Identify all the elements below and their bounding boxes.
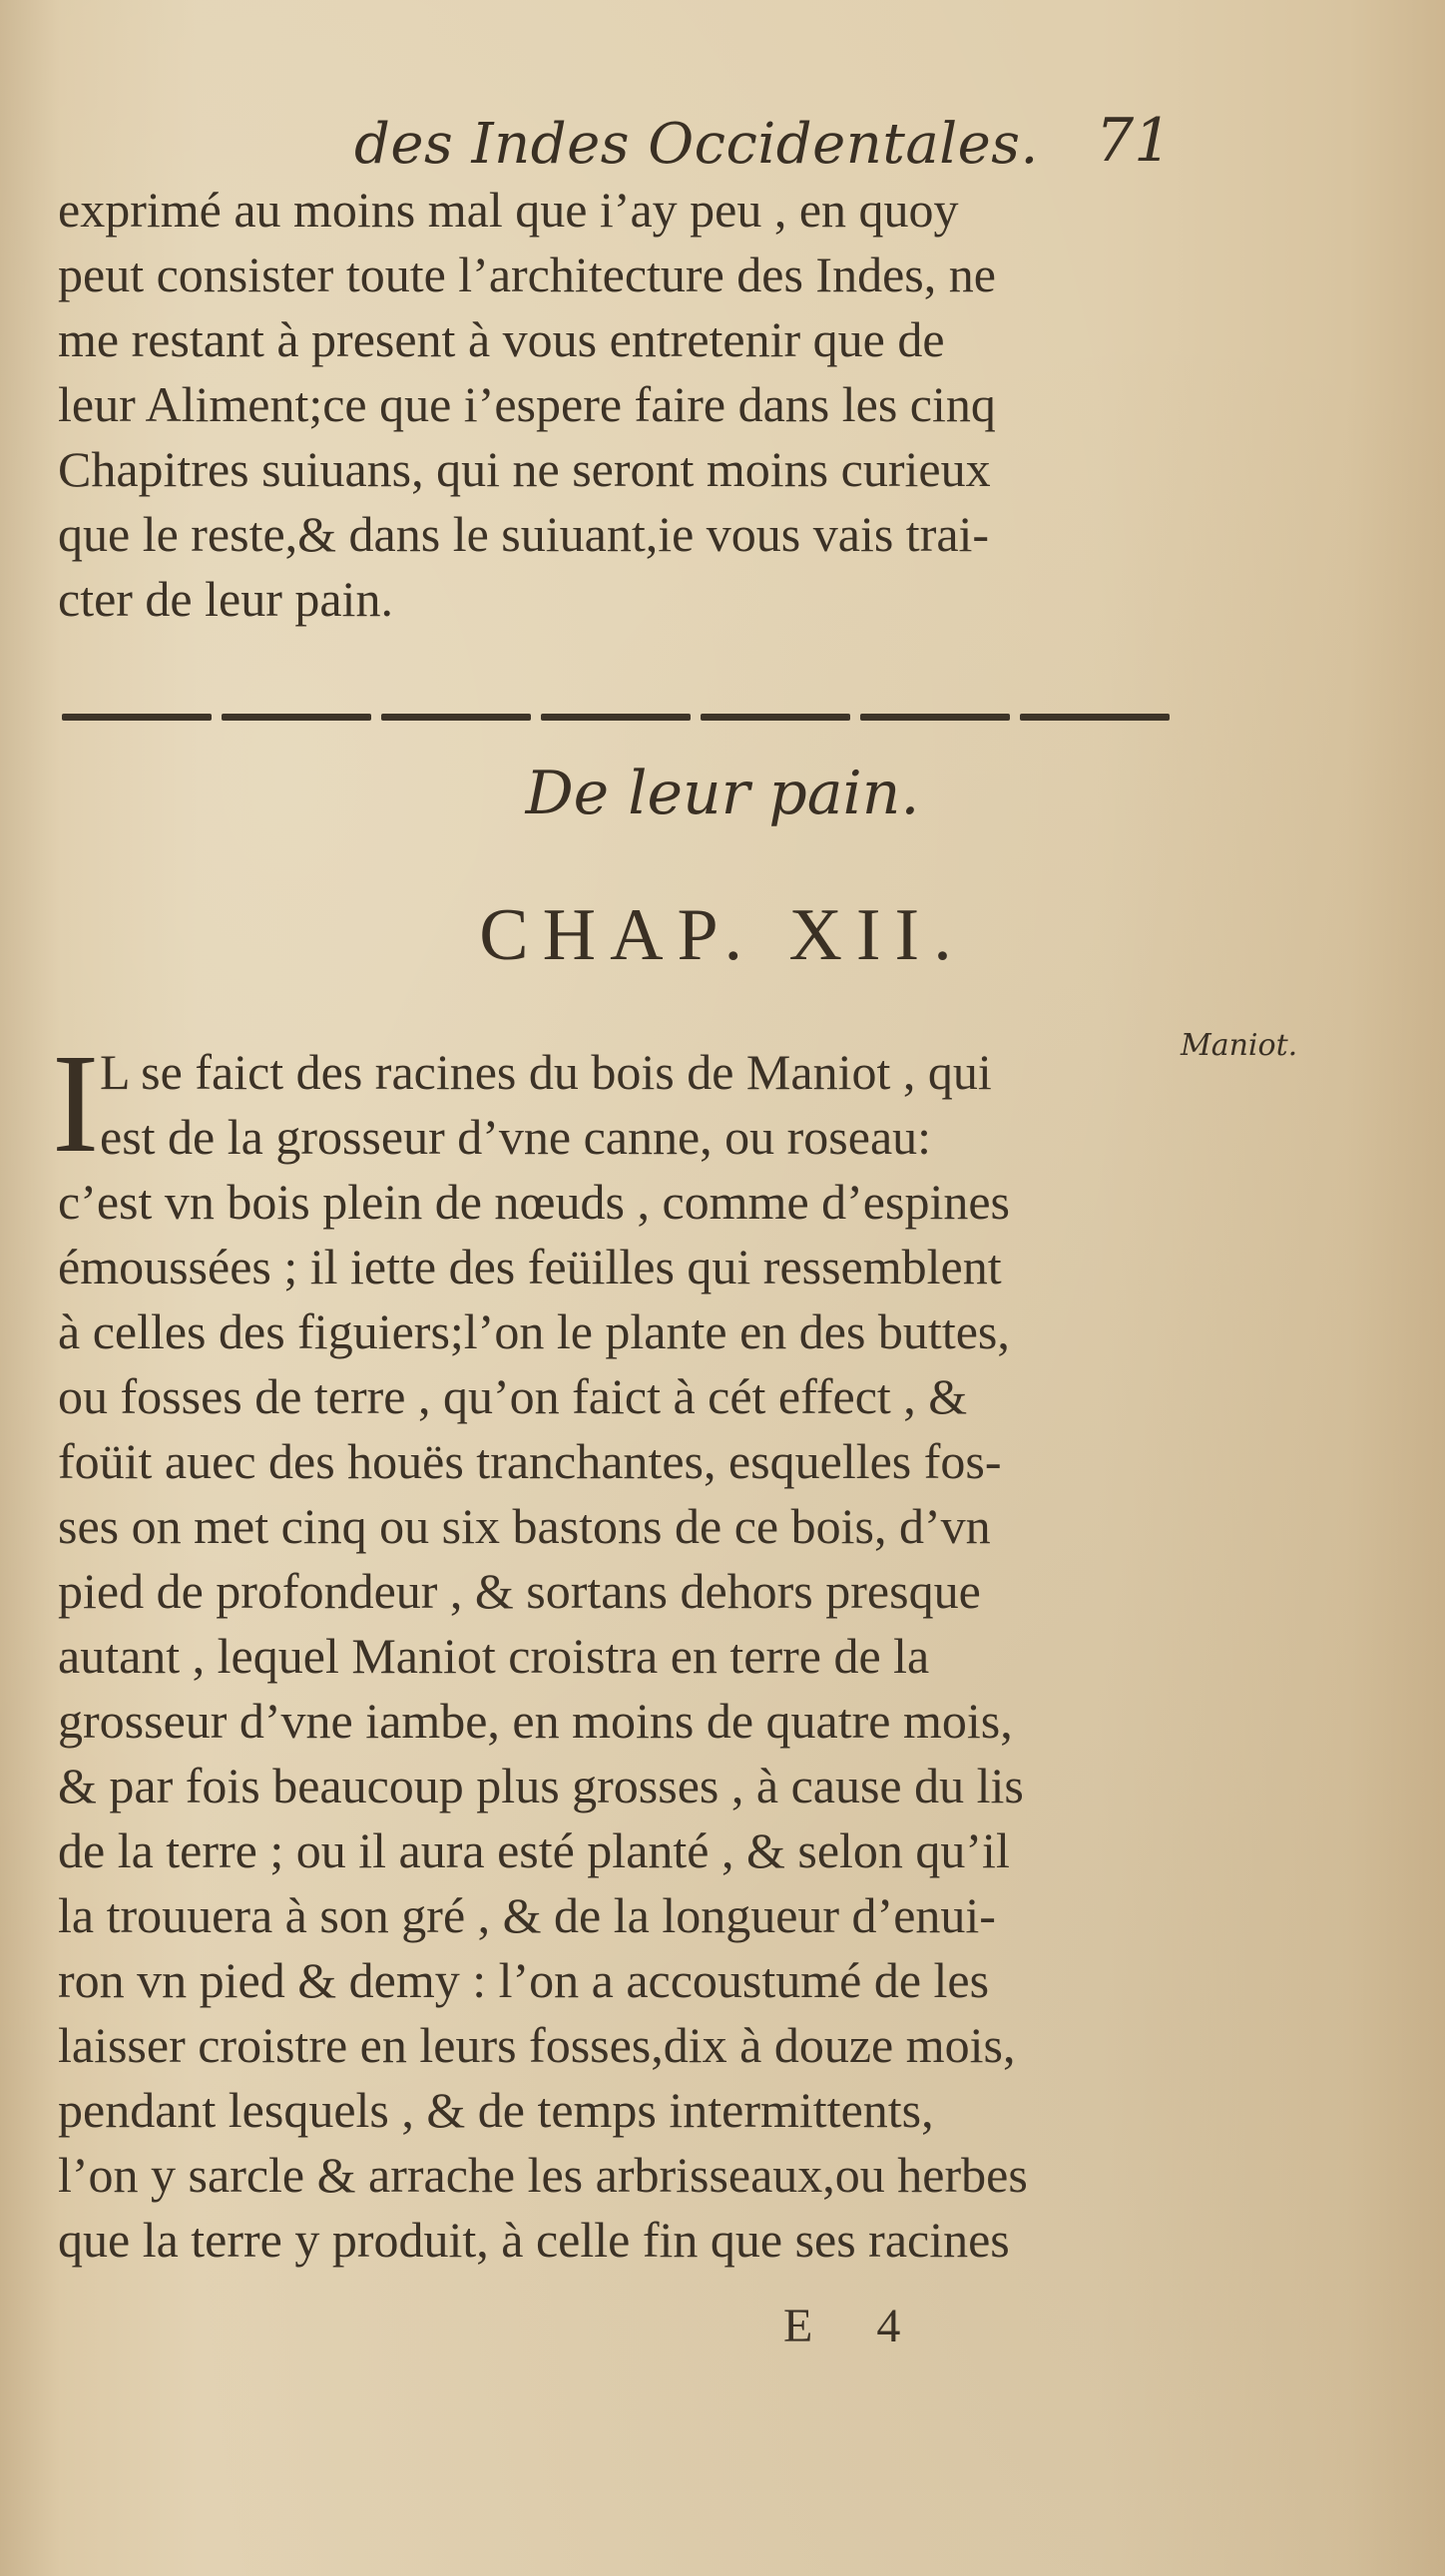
drop-cap-initial: I [52,1024,100,1182]
text-line: pied de profondeur , & sortans dehors presque [58,1563,981,1619]
chapter-body [58,1040,1176,2273]
text-line: foüit auec des houës tranchantes, esquelles fos- [58,1433,1002,1489]
text-line: ron vn pied & demy : l’on a accoustumé de les [58,1952,990,2008]
text-line: ou fosses de terre , qu’on faict à cét effect , & [58,1368,968,1424]
text-line: est de la grosseur d’vne canne, ou roseau: [100,1109,932,1165]
text-line: Chapitres suiuans, qui ne seront moins curieux [58,441,991,497]
text-line: que la terre y produit, à celle fin que ses racines [58,2212,1010,2268]
margin-note: Maniot. [1181,1028,1298,1063]
text-line: laisser croistre en leurs fosses,dix à douze mois, [58,2017,1016,2073]
text-line: que le reste,& dans le suiuant,ie vous vais trai- [58,506,990,562]
text-line: grosseur d’vne iambe, en moins de quatre mois, [58,1693,1013,1749]
text-line: la trouuera à son gré , & de la longueur d’enui- [58,1887,996,1943]
text-line: pendant lesquels , & de temps intermittents, [58,2082,934,2138]
text-line: de la terre ; ou il aura esté planté , & selon qu’il [58,1822,1010,1878]
section-divider-rule [62,711,1170,723]
text-line: & par fois beaucoup plus grosses , à cause du lis [58,1758,1024,1813]
continued-paragraph [58,178,1176,632]
running-title: des Indes Occidentales. [354,112,1039,177]
text-line: à celles des figuiers;l’on le plante en des buttes, [58,1303,1010,1359]
text-line: leur Aliment;ce que i’espere faire dans les cinq [58,376,996,432]
text-line: me restant à present à vous entretenir que de [58,311,945,367]
text-line: L se faict des racines du bois de Maniot , qui [100,1044,992,1100]
text-line: peut consister toute l’architecture des Indes, ne [58,247,996,302]
text-line: cter de leur pain. [58,571,393,627]
text-line: c’est vn bois plein de nœuds , comme d’espines [58,1174,1010,1230]
text-line: ses on met cinq ou six bastons de ce bois, d’vn [58,1498,991,1554]
text-line: l’on y sarcle & arrache les arbrisseaux,ou herbes [58,2147,1028,2203]
section-title: De leur pain. [525,759,920,828]
page-number: 71 [1096,106,1173,176]
chapter-heading: CHAP. XII. [479,894,966,976]
text-line: exprimé au moins mal que i’ay peu , en quoy [58,182,959,238]
text-line: émoussées ; il iette des feüilles qui ressemblent [58,1239,1002,1294]
text-line: autant , lequel Maniot croistra en terre de la [58,1628,930,1684]
signature-mark: E 4 [783,2300,927,2352]
